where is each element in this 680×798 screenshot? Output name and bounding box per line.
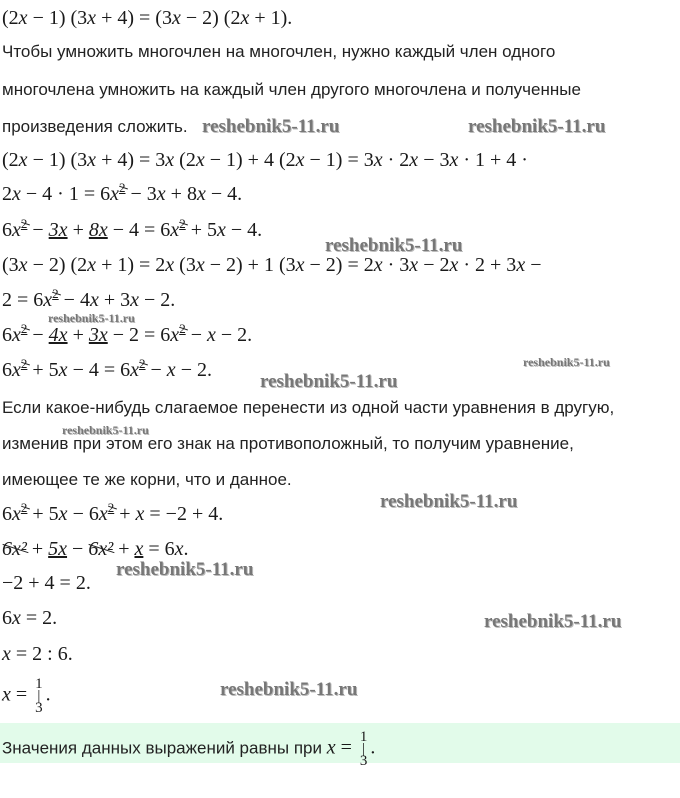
math-segment: =	[10, 683, 33, 706]
text-line	[2, 78, 581, 102]
math-segment: x	[373, 149, 383, 171]
math-segment: x	[409, 149, 419, 171]
math-segment: +	[114, 503, 136, 525]
math-segment: − 2	[418, 254, 450, 276]
exponent: 2	[179, 321, 186, 336]
watermark: reshebnik5-11.ru	[484, 611, 622, 632]
math-segment: .	[45, 683, 51, 706]
math-segment: x	[449, 149, 459, 171]
answer-box	[0, 723, 680, 769]
math-segment: 6	[2, 359, 12, 381]
math-segment: 8x	[88, 219, 108, 241]
math-segment: изменив при этом его знак на противоположный, то получим уравнение,	[2, 434, 574, 453]
math-segment: 3x	[48, 219, 68, 241]
math-segment: x	[295, 149, 305, 171]
watermark: reshebnik5-11.ru	[260, 371, 398, 392]
exponent: 2	[52, 286, 59, 301]
math-segment: x	[196, 183, 206, 205]
math-segment: x	[87, 149, 97, 171]
math-segment: (2	[2, 7, 19, 29]
math-segment: − 6	[67, 503, 99, 525]
math-segment: 2	[2, 183, 12, 205]
math-segment: x	[216, 219, 226, 241]
exponent: 2	[179, 216, 186, 231]
math-segment: x	[12, 183, 21, 205]
math-segment: x	[449, 254, 459, 276]
math-segment: Чтобы умножить многочлен на многочлен, нужно каждый член одного	[2, 42, 556, 61]
math-segment: x	[373, 254, 383, 276]
math-segment: x	[18, 254, 28, 276]
math-segment: x	[2, 643, 11, 665]
math-segment: − 4.	[205, 183, 243, 205]
math-segment: x	[326, 736, 336, 759]
math-segment: · 3	[382, 254, 410, 276]
math-segment: (3	[174, 254, 196, 276]
text-line	[2, 468, 292, 492]
math-segment: + 4) = 3	[96, 149, 166, 171]
math-segment: − 2.	[215, 324, 253, 346]
exponent: 2	[20, 321, 28, 336]
math-segment: 6	[2, 324, 12, 346]
math-segment: − 3	[125, 183, 157, 205]
math-segment: .	[370, 736, 376, 759]
math-segment: x	[165, 149, 175, 171]
math-segment: − 1) (3	[27, 149, 88, 171]
math-segment: = 6	[143, 538, 175, 560]
math-segment: 6	[2, 503, 12, 525]
math-segment: − 2.	[139, 289, 176, 311]
answer-text	[2, 731, 375, 767]
math-segment: (2	[2, 149, 19, 171]
math-segment: x	[206, 324, 216, 346]
text-line	[2, 396, 614, 420]
math-segment: x	[516, 254, 526, 276]
math-segment: (2	[174, 149, 196, 171]
math-segment: − 2) (2	[180, 7, 241, 29]
math-segment: Если какое-нибудь слагаемое перенести из одной части уравнения в другую,	[2, 398, 615, 417]
math-segment: x	[409, 254, 419, 276]
math-segment: − 2) (2	[27, 254, 88, 276]
math-segment: .	[183, 538, 189, 560]
watermark: reshebnik5-11.ru	[202, 116, 340, 137]
fraction: 1|3	[35, 676, 43, 716]
math-segment: x	[171, 7, 181, 29]
math-segment: − 4 = 6	[107, 219, 171, 241]
math-segment: x	[195, 254, 205, 276]
math-segment: произведения сложить.	[2, 117, 188, 136]
math-segment: −	[67, 538, 89, 560]
math-segment: = 2.	[20, 607, 58, 629]
exponent: 2	[119, 180, 126, 195]
equation-line	[2, 218, 262, 242]
math-segment: −	[145, 359, 167, 381]
math-segment: · 1 + 4 ·	[458, 149, 528, 171]
exponent: 2	[139, 356, 146, 371]
math-segment: − 1) = 3	[304, 149, 374, 171]
equation-line	[2, 323, 252, 347]
watermark: reshebnik5-11.ru	[325, 235, 463, 256]
math-segment: · 2	[382, 149, 410, 171]
equation-line	[2, 148, 528, 172]
math-segment: +	[113, 538, 135, 560]
math-segment: x	[12, 503, 21, 525]
watermark: reshebnik5-11.ru	[62, 423, 149, 437]
text-line	[2, 40, 555, 64]
watermark: reshebnik5-11.ru	[468, 116, 606, 137]
math-segment: x	[134, 538, 144, 560]
math-segment: = 2 : 6.	[10, 643, 73, 665]
exponent: 2	[107, 500, 115, 515]
math-segment: 3x	[88, 324, 108, 346]
math-segment: − 2 = 6	[107, 324, 171, 346]
math-segment: · 2 + 3	[458, 254, 517, 276]
equation-line	[2, 606, 57, 630]
math-segment: x	[174, 538, 184, 560]
math-segment: x	[295, 254, 305, 276]
math-segment: x	[43, 289, 53, 311]
math-segment: x	[12, 324, 21, 346]
watermark: reshebnik5-11.ru	[380, 491, 518, 512]
math-segment: x	[130, 289, 140, 311]
math-segment: x	[165, 254, 175, 276]
math-segment: −	[525, 254, 542, 276]
math-segment: +	[67, 219, 89, 241]
math-segment: x	[58, 503, 68, 525]
math-segment: + 5	[185, 219, 217, 241]
math-segment: 5x	[48, 538, 68, 560]
math-segment: x	[12, 219, 21, 241]
math-segment: =	[335, 736, 357, 759]
math-segment: −	[27, 324, 49, 346]
math-segment: (3	[2, 254, 19, 276]
math-segment: − 4.	[225, 219, 263, 241]
math-segment: Значения данных выражений равны при	[2, 738, 327, 758]
exponent: 2	[20, 216, 28, 231]
math-segment: − 2) + 1 (3	[204, 254, 296, 276]
watermark: reshebnik5-11.ru	[523, 355, 610, 369]
math-segment: + 5	[27, 359, 59, 381]
math-segment: x	[87, 254, 97, 276]
exponent: 2	[20, 500, 28, 515]
math-segment: x	[170, 324, 180, 346]
math-segment: −	[27, 219, 49, 241]
math-segment: x	[195, 149, 205, 171]
math-segment: x	[18, 7, 28, 29]
equation-line	[2, 182, 242, 206]
math-segment: + 8	[165, 183, 197, 205]
math-segment: +	[26, 538, 49, 560]
math-segment: x	[156, 183, 166, 205]
math-segment: x	[98, 503, 108, 525]
math-segment: − 4 · 1 = 6	[20, 183, 111, 205]
text-line	[2, 115, 188, 139]
math-segment: − 2) = 2	[304, 254, 374, 276]
math-segment: x	[130, 359, 140, 381]
math-segment: − 1) + 4 (2	[204, 149, 296, 171]
math-segment: 4x	[48, 324, 68, 346]
math-segment: x	[18, 149, 28, 171]
math-segment: x	[135, 503, 145, 525]
math-segment: − 4	[58, 289, 90, 311]
math-segment: = −2 + 4.	[144, 503, 224, 525]
math-segment: 6x²	[88, 538, 114, 560]
math-segment: x	[110, 183, 119, 205]
math-segment: + 4) = (3	[96, 7, 172, 29]
equation-line	[2, 358, 212, 382]
math-segment: 6	[2, 607, 12, 629]
math-segment: + 3	[98, 289, 131, 311]
equation-line	[2, 642, 73, 666]
math-segment: x	[12, 359, 21, 381]
math-segment: x	[2, 683, 11, 706]
math-segment: x	[240, 7, 250, 29]
math-segment: многочлена умножить на каждый член другого многочлена и полученные	[2, 80, 581, 99]
math-segment: − 2.	[175, 359, 212, 381]
math-segment: + 5	[27, 503, 59, 525]
math-segment: x	[87, 7, 97, 29]
math-segment: x	[58, 359, 68, 381]
math-segment: x	[170, 219, 180, 241]
equation-line	[2, 6, 292, 30]
math-segment: + 1).	[249, 7, 293, 29]
math-segment: +	[67, 324, 89, 346]
exponent: 2	[20, 356, 28, 371]
equation-line	[2, 571, 91, 595]
math-segment: 6x²	[2, 538, 27, 560]
math-segment: − 3	[418, 149, 450, 171]
math-segment: −	[185, 324, 207, 346]
equation-line	[2, 288, 175, 312]
math-segment: x	[89, 289, 99, 311]
math-segment: −2 + 4 = 2.	[2, 572, 91, 594]
equation-line	[2, 678, 51, 714]
math-segment: имеющее те же корни, что и данное.	[2, 470, 292, 489]
watermark: reshebnik5-11.ru	[48, 311, 135, 325]
equation-line	[2, 537, 189, 561]
math-segment: + 1) = 2	[96, 254, 166, 276]
equation-line	[2, 502, 223, 526]
fraction: 1|3	[359, 729, 368, 769]
watermark: reshebnik5-11.ru	[116, 559, 254, 580]
math-segment: x	[166, 359, 176, 381]
math-segment: 6	[2, 219, 12, 241]
math-segment: − 1) (3	[27, 7, 88, 29]
math-segment: 2 = 6	[2, 289, 44, 311]
watermark: reshebnik5-11.ru	[220, 679, 358, 700]
math-segment: x	[12, 607, 21, 629]
math-segment: − 4 = 6	[67, 359, 131, 381]
